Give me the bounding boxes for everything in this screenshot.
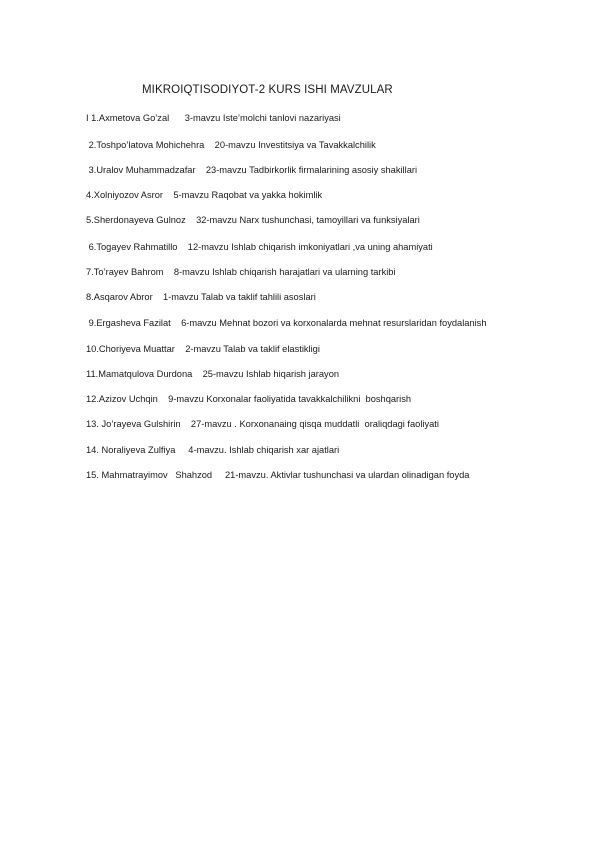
list-item: 2.Toshpo’latova Mohichehra 20-mavzu Investitsiya va Tavakkalchilik xyxy=(86,140,376,150)
list-item: 4.Xolniyozov Asror 5-mavzu Raqobat va yakka hokimlik xyxy=(86,190,323,200)
list-item: 5.Sherdonayeva Gulnoz 32-mavzu Narx tushunchasi, tamoyillari va funksiyalari xyxy=(86,215,420,225)
list-item: 12.Azizov Uchqin 9-mavzu Korxonalar faoliyatida tavakkalchilikni boshqarish xyxy=(86,394,412,404)
page-title: MIKROIQTISODIYOT-2 KURS ISHI MAVZULAR xyxy=(142,84,393,96)
list-item: 15. Mahmatrayimov Shahzod 21-mavzu. Aktivlar tushunchasi va ulardan olinadigan foyda xyxy=(86,470,470,480)
list-item: 9.Ergasheva Fazilat 6-mavzu Mehnat bozori va korxonalarda mehnat resurslaridan foydalanish xyxy=(86,318,487,328)
list-item: 11.Mamatqulova Durdona 25-mavzu Ishlab hiqarish jarayon xyxy=(86,369,340,379)
list-item: 6.Togayev Rahmatillo 12-mavzu Ishlab chiqarish imkoniyatlari ,va uning ahamiyati xyxy=(86,242,433,252)
list-item: 14. Noraliyeva Zulfiya 4-mavzu. Ishlab chiqarish xar ajatlari xyxy=(86,445,340,455)
list-item: 10.Choriyeva Muattar 2-mavzu Talab va taklif elastikligi xyxy=(86,344,320,354)
list-item: 13. Jo’rayeva Gulshirin 27-mavzu . Korxonanaing qisqa muddatli oraliqdagi faoliyati xyxy=(86,419,439,429)
list-item: I 1.Axmetova Go’zal 3-mavzu Iste’molchi tanlovi nazariyasi xyxy=(86,113,341,123)
list-item: 8.Asqarov Abror 1-mavzu Talab va taklif tahlili asoslari xyxy=(86,292,316,302)
list-item: 7.To’rayev Bahrom 8-mavzu Ishlab chiqarish harajatlari va ularning tarkibi xyxy=(86,267,396,277)
list-item: 3.Uralov Muhammadzafar 23-mavzu Tadbirkorlik firmalarining asosiy shakillari xyxy=(86,165,418,175)
